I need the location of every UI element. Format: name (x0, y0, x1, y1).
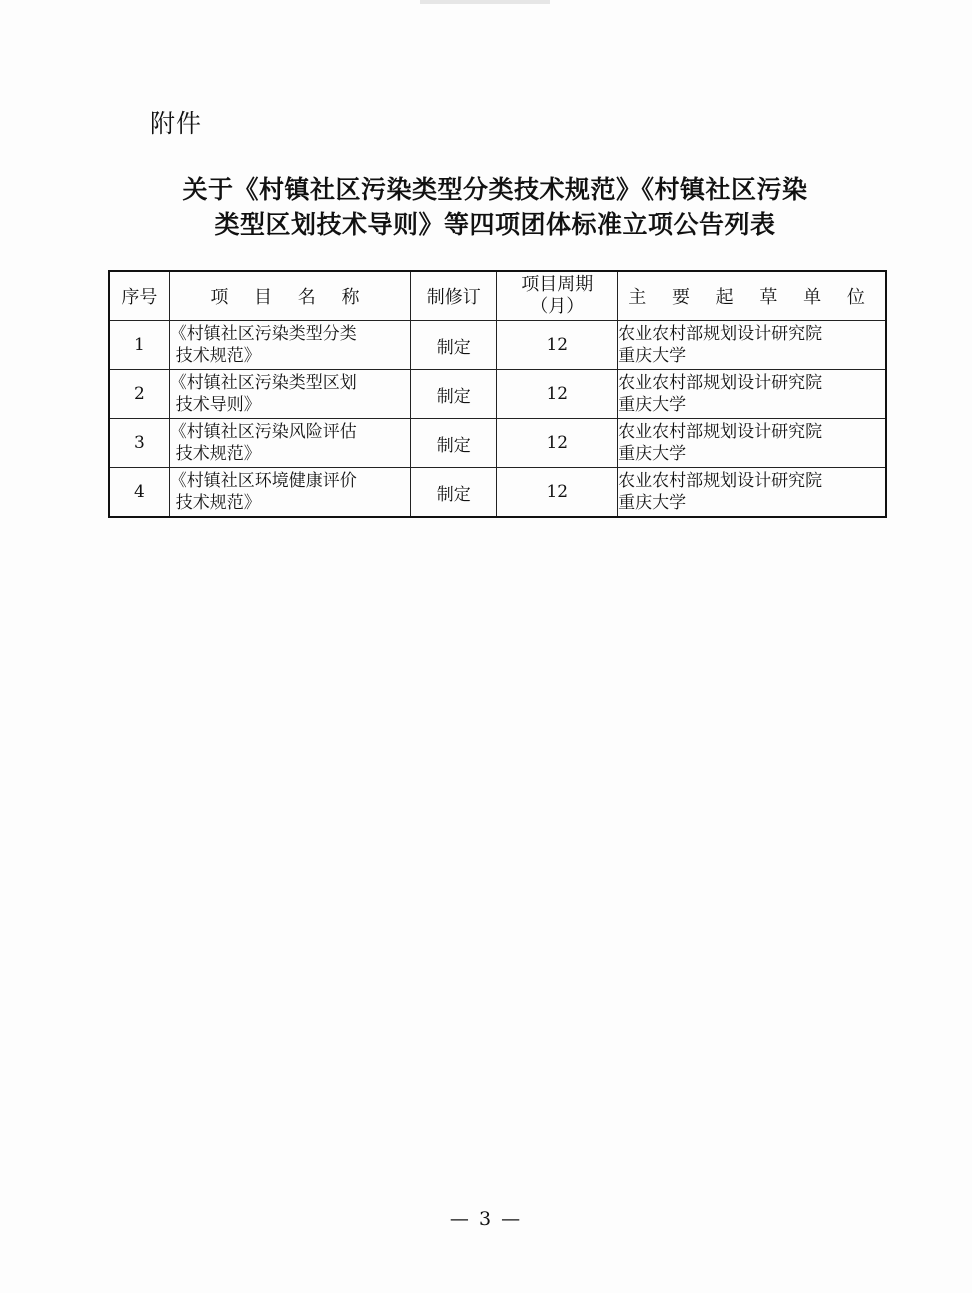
row-org-line-2: 重庆大学 (618, 493, 687, 513)
table-row (109, 370, 886, 419)
row-type: 制定 (411, 419, 497, 468)
header-period-line-2: （月） (530, 296, 585, 317)
row-org-line-1: 农业农村部规划设计研究院 (618, 324, 823, 344)
header-period (497, 271, 618, 321)
row-period: 12 (497, 370, 618, 419)
table-row (109, 321, 886, 370)
document-title-line-2: 类型区划技术导则》等四项团体标准立项公告列表 (214, 210, 776, 239)
table-header-row (109, 271, 886, 321)
row-name-line-2: 技术规范》 (175, 346, 261, 366)
row-no: 4 (109, 468, 169, 518)
row-name (169, 370, 410, 419)
row-type: 制定 (411, 370, 497, 419)
row-org (618, 468, 886, 518)
row-name-line-1: 《村镇社区污染类型区划 (169, 373, 357, 393)
row-name-line-2: 技术规范》 (175, 444, 261, 464)
row-org-line-1: 农业农村部规划设计研究院 (618, 373, 823, 393)
row-org-line-2: 重庆大学 (618, 346, 687, 366)
row-type: 制定 (411, 468, 497, 518)
scan-artifact (420, 0, 550, 4)
row-name-line-1: 《村镇社区污染风险评估 (169, 422, 357, 442)
table-row (109, 419, 886, 468)
row-no: 1 (109, 321, 169, 370)
attachment-label: 附件 (150, 109, 203, 138)
header-no: 序号 (109, 271, 169, 321)
row-name-line-2: 技术导则》 (175, 395, 261, 415)
row-name (169, 419, 410, 468)
row-period: 12 (497, 419, 618, 468)
row-name (169, 321, 410, 370)
standards-list-table (108, 270, 887, 518)
header-org: 主 要 起 草 单 位 (618, 271, 886, 321)
table-row (109, 468, 886, 518)
row-org-line-2: 重庆大学 (618, 444, 687, 464)
row-no: 2 (109, 370, 169, 419)
row-org-line-1: 农业农村部规划设计研究院 (618, 471, 823, 491)
row-period: 12 (497, 468, 618, 518)
document-title-line-1: 关于《村镇社区污染类型分类技术规范》《村镇社区污染 (182, 175, 808, 204)
header-name: 项 目 名 称 (169, 271, 410, 321)
row-no: 3 (109, 419, 169, 468)
row-name-line-1: 《村镇社区环境健康评价 (169, 471, 357, 491)
row-org (618, 419, 886, 468)
row-org (618, 321, 886, 370)
row-org-line-1: 农业农村部规划设计研究院 (618, 422, 823, 442)
header-type: 制修订 (411, 271, 497, 321)
row-type: 制定 (411, 321, 497, 370)
row-name (169, 468, 410, 518)
row-period: 12 (497, 321, 618, 370)
row-name-line-2: 技术规范》 (175, 493, 261, 513)
header-period-line-1: 项目周期 (521, 274, 594, 295)
row-name-line-1: 《村镇社区污染类型分类 (169, 324, 357, 344)
page-number: — 3 — (449, 1208, 523, 1230)
row-org (618, 370, 886, 419)
row-org-line-2: 重庆大学 (618, 395, 687, 415)
